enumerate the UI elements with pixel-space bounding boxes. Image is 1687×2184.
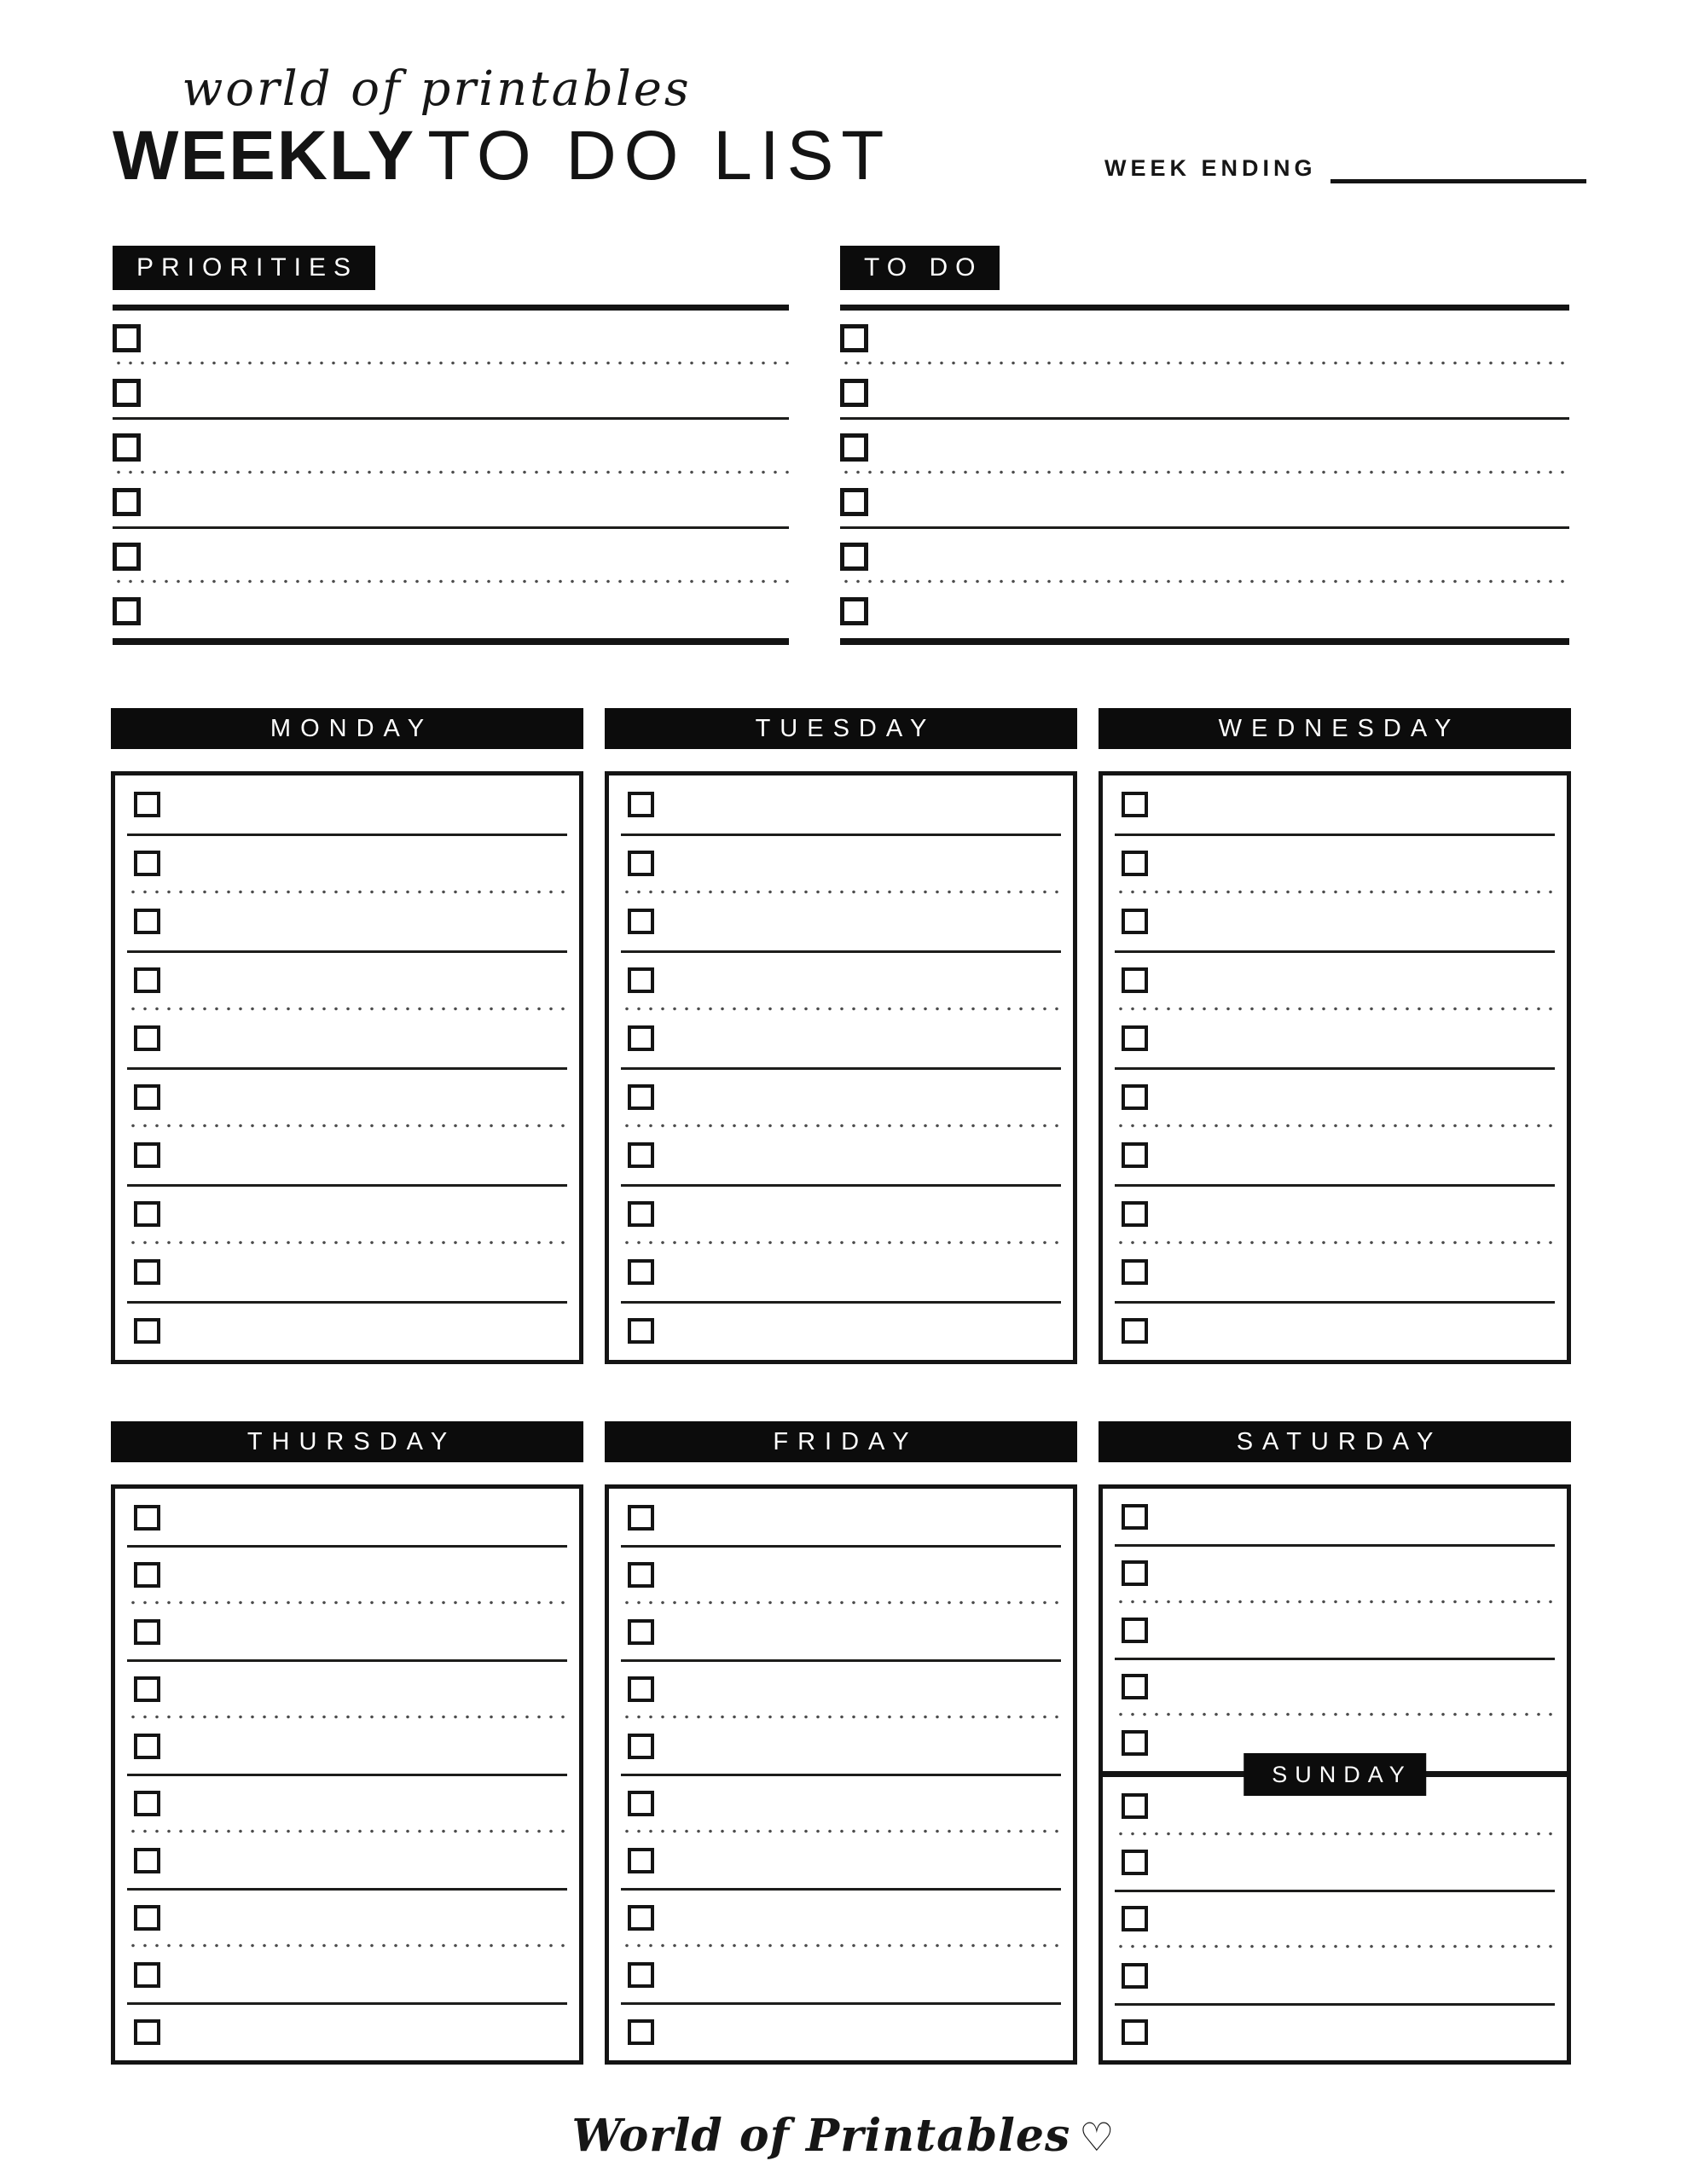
checkbox[interactable] bbox=[134, 1142, 160, 1168]
task-row bbox=[115, 1185, 579, 1244]
task-row bbox=[1103, 1009, 1567, 1068]
task-row bbox=[115, 775, 579, 834]
task-row bbox=[1103, 951, 1567, 1010]
week-ending-label: WEEK ENDING bbox=[1104, 155, 1317, 181]
sunday-header: SUNDAY bbox=[1244, 1753, 1426, 1796]
checkbox[interactable] bbox=[134, 1084, 160, 1110]
task-row bbox=[115, 951, 579, 1010]
checkbox[interactable] bbox=[134, 851, 160, 876]
task-row bbox=[609, 1774, 1073, 1832]
checkbox[interactable] bbox=[628, 1142, 654, 1168]
task-row bbox=[115, 1717, 579, 1774]
task-row bbox=[115, 1126, 579, 1185]
task-row bbox=[115, 1889, 579, 1946]
task-row bbox=[609, 834, 1073, 893]
week-ending-input-line[interactable] bbox=[1330, 148, 1586, 183]
task-row bbox=[840, 311, 1569, 365]
day-box-monday bbox=[111, 771, 583, 1364]
todo-label: TO DO bbox=[840, 246, 1000, 290]
checkbox[interactable] bbox=[134, 1619, 160, 1645]
checkbox[interactable] bbox=[1122, 1793, 1148, 1819]
day-box-friday bbox=[605, 1484, 1077, 2065]
day-column-tuesday bbox=[605, 708, 1077, 1364]
checkbox[interactable] bbox=[134, 1962, 160, 1988]
checkbox[interactable] bbox=[1122, 1259, 1148, 1285]
task-row bbox=[1103, 1489, 1567, 1545]
task-row bbox=[1103, 1602, 1567, 1658]
task-row bbox=[609, 1009, 1073, 1068]
task-row bbox=[115, 1243, 579, 1302]
checkbox[interactable] bbox=[840, 597, 868, 625]
checkbox[interactable] bbox=[628, 1084, 654, 1110]
task-row bbox=[609, 892, 1073, 951]
checkbox[interactable] bbox=[134, 1505, 160, 1531]
task-row bbox=[113, 584, 789, 638]
checkbox[interactable] bbox=[628, 967, 654, 993]
task-row bbox=[840, 474, 1569, 529]
checkbox[interactable] bbox=[840, 488, 868, 516]
checkbox[interactable] bbox=[628, 1025, 654, 1051]
task-row bbox=[609, 1185, 1073, 1244]
day-box-thursday bbox=[111, 1484, 583, 2065]
brand-script-logo: world of printables bbox=[182, 61, 692, 117]
checkbox[interactable] bbox=[628, 1562, 654, 1588]
task-row bbox=[609, 1546, 1073, 1603]
checkbox[interactable] bbox=[113, 324, 141, 352]
task-row bbox=[609, 2003, 1073, 2060]
checkbox[interactable] bbox=[1122, 1142, 1148, 1168]
task-row bbox=[1103, 775, 1567, 834]
task-row bbox=[113, 365, 789, 420]
checkbox[interactable] bbox=[628, 792, 654, 817]
checkbox[interactable] bbox=[1122, 1618, 1148, 1643]
checkbox[interactable] bbox=[840, 324, 868, 352]
checkbox[interactable] bbox=[1122, 967, 1148, 993]
checkbox[interactable] bbox=[134, 1025, 160, 1051]
checkbox[interactable] bbox=[113, 543, 141, 571]
task-row bbox=[609, 1603, 1073, 1660]
checkbox[interactable] bbox=[134, 1676, 160, 1702]
day-header-saturday: SATURDAY bbox=[1099, 1421, 1571, 1462]
checkbox[interactable] bbox=[1122, 909, 1148, 934]
task-row bbox=[115, 1009, 579, 1068]
heart-icon: ♡ bbox=[1079, 2114, 1116, 2160]
day-column-monday bbox=[111, 708, 583, 1364]
task-row bbox=[115, 892, 579, 951]
task-row bbox=[609, 1717, 1073, 1774]
checkbox[interactable] bbox=[1122, 1025, 1148, 1051]
task-row bbox=[1103, 1302, 1567, 1361]
checkbox[interactable] bbox=[840, 379, 868, 407]
priorities-rows bbox=[113, 305, 789, 645]
day-box-saturday bbox=[1099, 1484, 1571, 2065]
task-row bbox=[609, 1489, 1073, 1546]
day-column-thursday bbox=[111, 1421, 583, 2065]
task-row bbox=[1103, 1545, 1567, 1601]
checkbox[interactable] bbox=[134, 1201, 160, 1227]
checkbox[interactable] bbox=[134, 1562, 160, 1588]
task-row bbox=[1103, 1243, 1567, 1302]
footer-logo bbox=[0, 2110, 1687, 2162]
checkbox[interactable] bbox=[1122, 1963, 1148, 1989]
week-ending bbox=[1104, 148, 1586, 183]
page-title bbox=[113, 117, 892, 195]
checkbox[interactable] bbox=[628, 1318, 654, 1344]
task-row bbox=[1103, 1658, 1567, 1715]
task-row bbox=[1103, 2004, 1567, 2060]
checkbox[interactable] bbox=[113, 597, 141, 625]
task-row bbox=[113, 474, 789, 529]
checkbox[interactable] bbox=[840, 543, 868, 571]
checkbox[interactable] bbox=[1122, 792, 1148, 817]
checkbox[interactable] bbox=[628, 1676, 654, 1702]
checkbox[interactable] bbox=[1122, 1674, 1148, 1699]
checkbox[interactable] bbox=[840, 433, 868, 462]
task-row bbox=[609, 1126, 1073, 1185]
checkbox[interactable] bbox=[1122, 2019, 1148, 2045]
task-row bbox=[113, 529, 789, 584]
task-row bbox=[1103, 1834, 1567, 1891]
task-row bbox=[115, 834, 579, 893]
task-row bbox=[1103, 1126, 1567, 1185]
day-column-wednesday bbox=[1099, 708, 1571, 1364]
checkbox[interactable] bbox=[628, 1734, 654, 1759]
day-column-friday bbox=[605, 1421, 1077, 2065]
task-row bbox=[1103, 1947, 1567, 2003]
day-header-wednesday: WEDNESDAY bbox=[1099, 708, 1571, 749]
checkbox[interactable] bbox=[134, 1905, 160, 1931]
task-row bbox=[609, 1946, 1073, 2003]
checkbox[interactable] bbox=[628, 1962, 654, 1988]
todo-section bbox=[840, 246, 1569, 645]
task-row bbox=[115, 1774, 579, 1832]
day-header-monday: MONDAY bbox=[111, 708, 583, 749]
task-row bbox=[840, 584, 1569, 638]
checkbox[interactable] bbox=[134, 967, 160, 993]
checkbox[interactable] bbox=[113, 488, 141, 516]
task-row bbox=[609, 1832, 1073, 1889]
task-row bbox=[113, 311, 789, 365]
checkbox[interactable] bbox=[1122, 1504, 1148, 1530]
checkbox[interactable] bbox=[1122, 1084, 1148, 1110]
checkbox[interactable] bbox=[628, 1848, 654, 1873]
checkbox[interactable] bbox=[628, 909, 654, 934]
checkbox[interactable] bbox=[628, 1619, 654, 1645]
checkbox[interactable] bbox=[134, 1791, 160, 1816]
checkbox[interactable] bbox=[134, 2019, 160, 2045]
task-row bbox=[1103, 834, 1567, 893]
day-grid-row-2 bbox=[111, 1421, 1571, 2065]
page-title-weekly: WEEKLY bbox=[113, 117, 416, 195]
task-row bbox=[609, 1068, 1073, 1127]
task-row bbox=[1103, 1068, 1567, 1127]
checkbox[interactable] bbox=[134, 1848, 160, 1873]
checkbox[interactable] bbox=[134, 792, 160, 817]
checkbox[interactable] bbox=[628, 851, 654, 876]
task-row bbox=[115, 1603, 579, 1660]
task-row bbox=[1103, 892, 1567, 951]
task-row bbox=[115, 1832, 579, 1889]
priorities-section bbox=[113, 246, 789, 645]
checkbox[interactable] bbox=[1122, 851, 1148, 876]
checkbox[interactable] bbox=[1122, 1850, 1148, 1875]
task-row bbox=[1103, 1891, 1567, 1947]
task-row bbox=[609, 1302, 1073, 1361]
day-header-tuesday: TUESDAY bbox=[605, 708, 1077, 749]
task-row bbox=[609, 775, 1073, 834]
task-row bbox=[115, 1302, 579, 1361]
task-row bbox=[609, 1243, 1073, 1302]
checkbox[interactable] bbox=[1122, 1560, 1148, 1586]
task-row bbox=[115, 1660, 579, 1717]
task-row bbox=[115, 1489, 579, 1546]
task-row bbox=[115, 1068, 579, 1127]
checkbox[interactable] bbox=[134, 1734, 160, 1759]
page-title-to-do-list: TO DO LIST bbox=[427, 117, 892, 195]
checkbox[interactable] bbox=[628, 1505, 654, 1531]
checkbox[interactable] bbox=[113, 379, 141, 407]
day-grid-row-1 bbox=[111, 708, 1571, 1364]
checkbox[interactable] bbox=[134, 1259, 160, 1285]
checkbox[interactable] bbox=[1122, 1201, 1148, 1227]
task-row bbox=[840, 529, 1569, 584]
sunday-divider-line bbox=[1103, 1762, 1567, 1788]
checkbox[interactable] bbox=[628, 2019, 654, 2045]
checkbox[interactable] bbox=[628, 1201, 654, 1227]
footer-logo-text: World of Printables bbox=[571, 2110, 1071, 2162]
checkbox[interactable] bbox=[1122, 1318, 1148, 1344]
day-box-tuesday bbox=[605, 771, 1077, 1364]
task-row bbox=[115, 2003, 579, 2060]
task-row bbox=[609, 951, 1073, 1010]
checkbox[interactable] bbox=[628, 1259, 654, 1285]
day-header-thursday: THURSDAY bbox=[111, 1421, 583, 1462]
checkbox[interactable] bbox=[1122, 1730, 1148, 1756]
task-row bbox=[840, 420, 1569, 474]
todo-rows bbox=[840, 305, 1569, 645]
checkbox[interactable] bbox=[113, 433, 141, 462]
task-row bbox=[609, 1660, 1073, 1717]
checkbox[interactable] bbox=[628, 1905, 654, 1931]
checkbox[interactable] bbox=[134, 909, 160, 934]
checkbox[interactable] bbox=[134, 1318, 160, 1344]
checkbox[interactable] bbox=[1122, 1906, 1148, 1931]
day-header-friday: FRIDAY bbox=[605, 1421, 1077, 1462]
day-box-wednesday bbox=[1099, 771, 1571, 1364]
task-row bbox=[1103, 1185, 1567, 1244]
task-row bbox=[840, 365, 1569, 420]
priorities-label: PRIORITIES bbox=[113, 246, 375, 290]
task-row bbox=[113, 420, 789, 474]
checkbox[interactable] bbox=[628, 1791, 654, 1816]
task-row bbox=[115, 1546, 579, 1603]
task-row bbox=[609, 1889, 1073, 1946]
day-column-saturday bbox=[1099, 1421, 1571, 2065]
task-row bbox=[115, 1946, 579, 2003]
